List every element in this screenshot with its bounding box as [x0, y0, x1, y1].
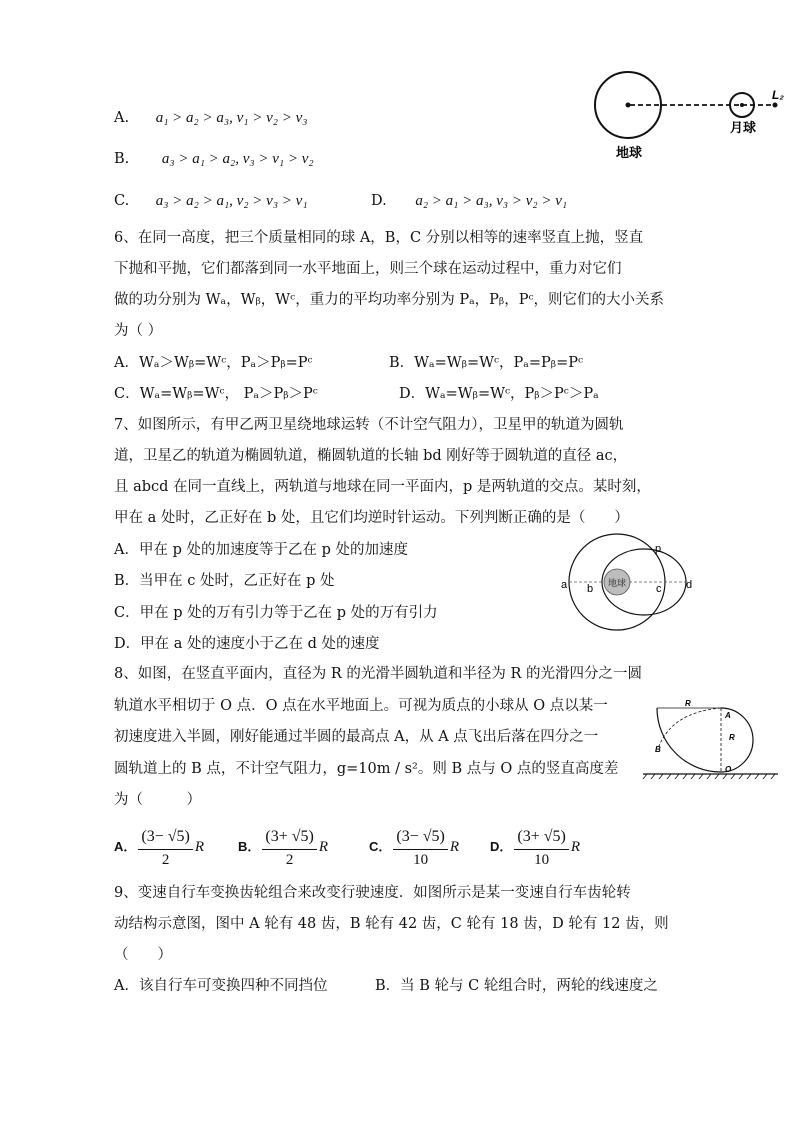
q8-option-a-r: R — [194, 839, 205, 855]
q8-option-c-r: R — [449, 839, 460, 855]
quarter-circle-track — [657, 708, 721, 772]
q8-option-a-num: (3− √5) — [138, 825, 192, 850]
q7-option-a: A．甲在 p 处的加速度等于乙在 p 处的加速度 — [114, 542, 408, 558]
l2-point — [773, 103, 778, 108]
q8-option-d-frac — [514, 825, 568, 870]
q8-option-d-r: R — [570, 839, 581, 855]
point-a-label: a — [561, 579, 568, 591]
q6-option-d: D．Wₐ=Wᵦ=Wᶜ，Pᵦ＞Pᶜ＞Pₐ — [399, 386, 599, 402]
q7-line-1: 7、如图所示，有甲乙两卫星绕地球运转（不计空气阻力），卫星甲的轨道为圆轨 — [114, 417, 624, 433]
q6-option-b: B．Wₐ=Wᵦ=Wᶜ，Pₐ=Pᵦ=Pᶜ — [389, 355, 584, 371]
point-b-label: b — [587, 583, 594, 595]
q8-option-c-num: (3− √5) — [393, 825, 447, 850]
earth-label: 地球 — [616, 145, 643, 160]
moon-center-dot — [740, 103, 744, 107]
q7-option-b: B．当甲在 c 处时，乙正好在 p 处 — [114, 573, 335, 589]
q8-option-b-label: B． — [238, 839, 261, 854]
fig-point-o: O — [725, 765, 732, 774]
ground-hatch — [643, 774, 775, 779]
orbit-earth-label: 地球 — [608, 578, 627, 588]
q5-option-d-label: D. — [371, 193, 387, 209]
q8-option-b-frac — [262, 825, 316, 870]
q6-line-1: 6、在同一高度，把三个质量相同的球 A，B，C 分别以相等的速率竖直上抛，竖直 — [114, 230, 644, 246]
q5-option-a-label: A. — [114, 110, 130, 126]
orbit-figure — [560, 540, 700, 630]
q8-option-b-num: (3+ √5) — [262, 825, 316, 850]
q8-option-d-den: 10 — [534, 851, 550, 868]
q9-option-b: B．当 B 轮与 C 轮组合时，两轮的线速度之 — [375, 978, 658, 994]
q5-option-a — [114, 108, 307, 128]
projectile-path — [659, 708, 721, 746]
q7-line-3: 且 abcd 在同一直线上，两轨道与地球在同一平面内，p 是两轨道的交点。某时刻， — [114, 479, 651, 495]
q8-option-a-den: 2 — [161, 851, 170, 868]
q8-line-3: 初速度进入半圆，刚好能通过半圆的最高点 A，从 A 点飞出后落在四分之一 — [114, 729, 599, 745]
fig-r-mid: R — [729, 733, 735, 742]
q5-option-c-label: C. — [114, 193, 130, 209]
q8-option-a-frac — [138, 825, 192, 870]
q8-option-b — [238, 822, 328, 872]
q9-line-1: 9、变速自行车变换齿轮组合来改变行驶速度．如图所示是某一变速自行车齿轮转 — [114, 885, 631, 901]
q5-option-d-expr: a₂ > a₁ > a₃, v₃ > v₂ > v₁ — [415, 193, 568, 209]
q9-line-2: 动结构示意图，图中 A 轮有 48 齿，B 轮有 42 齿，C 轮有 18 齿，D 轮有 12 齿，则 — [114, 916, 669, 932]
fig-point-a: A — [725, 711, 731, 720]
q8-option-d-num: (3+ √5) — [514, 825, 568, 850]
q6-option-a: A．Wₐ＞Wᵦ=Wᶜ，Pₐ＞Pᵦ=Pᶜ — [114, 355, 313, 371]
q7-line-2: 道，卫星乙的轨道为椭圆轨道，椭圆轨道的长轴 bd 刚好等于圆轨道的直径 ac， — [114, 448, 628, 464]
q8-option-a — [114, 822, 204, 872]
q8-option-b-r: R — [318, 839, 329, 855]
q8-line-2: 轨道水平相切于 O 点．O 点在水平地面上。可视为质点的小球从 O 点以某一 — [114, 698, 608, 714]
q8-line-4: 圆轨道上的 B 点，不计空气阻力，g=10m / s²。则 B 点与 O 点的竖直高度差 — [114, 761, 619, 777]
fig-r-top: R — [685, 699, 691, 708]
q8-option-d — [490, 822, 580, 872]
fig-point-b: B — [655, 745, 661, 754]
q8-option-c-frac — [393, 825, 447, 870]
q5-option-d — [371, 191, 567, 211]
q7-line-4: 甲在 a 处时，乙正好在 b 处，且它们均逆时针运动。下列判断正确的是（ ） — [114, 510, 629, 526]
q8-option-a-label: A． — [114, 839, 137, 854]
q7-option-c: C．甲在 p 处的万有引力等于乙在 p 处的万有引力 — [114, 605, 438, 621]
q8-line-1: 8、如图，在竖直平面内，直径为 R 的光滑半圆轨道和半径为 R 的光滑四分之一圆 — [114, 666, 642, 682]
q5-option-b-expr: a₃ > a₁ > a₂, v₃ > v₁ > v₂ — [161, 151, 314, 167]
q6-option-c: C．Wₐ=Wᵦ=Wᶜ， Pₐ＞Pᵦ＞Pᶜ — [114, 386, 318, 402]
q6-line-2: 下抛和平抛，它们都落到同一水平地面上，则三个球在运动过程中，重力对它们 — [114, 261, 622, 277]
q8-option-c — [369, 822, 459, 872]
q8-option-d-label: D． — [490, 839, 513, 854]
q7-option-d: D．甲在 a 处的速度小于乙在 d 处的速度 — [114, 636, 380, 652]
q9-line-3: （ ） — [114, 947, 172, 963]
q5-option-c-expr: a₃ > a₂ > a₁, v₂ > v₃ > v₁ — [155, 193, 308, 209]
earth-moon-figure — [590, 70, 790, 160]
q5-option-b-label: B. — [114, 151, 130, 167]
point-d-label: d — [686, 579, 693, 591]
q8-option-c-label: C． — [369, 839, 392, 854]
moon-label: 月球 — [730, 120, 757, 135]
q5-option-c — [114, 191, 308, 211]
q8-option-c-den: 10 — [413, 851, 429, 868]
q9-option-a: A．该自行车可变换四种不同挡位 — [114, 978, 328, 994]
q5-option-a-expr: a₁ > a₂ > a₃, v₁ > v₂ > v₃ — [155, 110, 308, 126]
q8-option-b-den: 2 — [285, 851, 294, 868]
q8-line-5: 为（ ） — [114, 792, 201, 808]
earth-center-dot — [626, 103, 631, 108]
l2-label: L₂ — [772, 88, 784, 102]
q6-line-4: 为（ ） — [114, 323, 163, 339]
point-c-label: c — [656, 583, 662, 595]
q6-line-3: 做的功分别为 Wₐ，Wᵦ，Wᶜ，重力的平均功率分别为 Pₐ，Pᵦ，Pᶜ，则它们的大小关系 — [114, 292, 664, 308]
q5-option-b — [114, 149, 314, 169]
track-figure — [643, 700, 783, 780]
point-p-label: p — [655, 543, 662, 555]
